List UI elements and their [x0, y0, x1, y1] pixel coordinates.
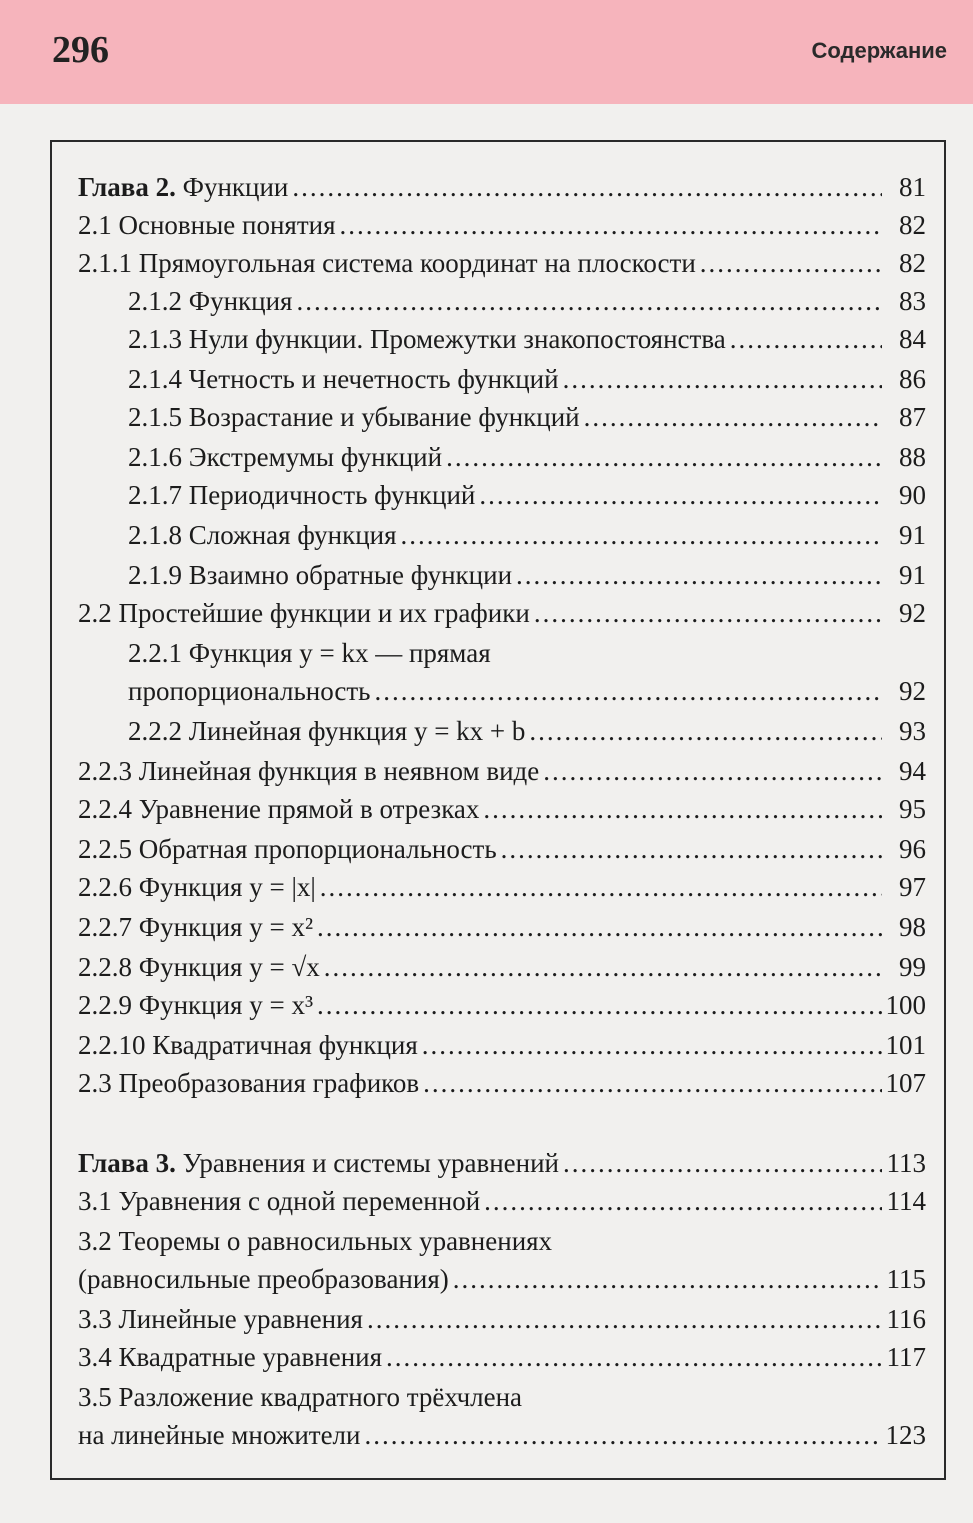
- toc-page-number: 116: [886, 1304, 926, 1334]
- toc-entry[interactable]: [78, 1144, 926, 1182]
- dot-leader: [484, 1182, 882, 1220]
- toc-entry[interactable]: [78, 244, 926, 282]
- toc-entry[interactable]: [78, 1222, 926, 1260]
- toc-entry-text: 2.2.9 Функция y = x³: [78, 990, 314, 1020]
- toc-entry-text: 2.2.10 Квадратичная функция: [78, 1030, 418, 1060]
- toc-entry-title: [78, 594, 530, 632]
- toc-entry-title: [78, 790, 479, 828]
- toc-entry[interactable]: [78, 752, 926, 790]
- toc-entry[interactable]: [128, 320, 926, 358]
- toc-entry[interactable]: [128, 712, 926, 750]
- toc-entry-title: [78, 752, 539, 790]
- toc-entry-text: 2.1.8 Сложная функция: [128, 520, 397, 550]
- toc-entry[interactable]: [128, 476, 926, 514]
- dot-leader: [374, 672, 882, 710]
- toc-entry-text: 3.2 Теоремы о равносильных уравнениях: [78, 1226, 553, 1256]
- toc-page-number: 92: [899, 676, 926, 706]
- toc-entry-title: [128, 360, 559, 398]
- dot-leader: [340, 206, 883, 244]
- toc-entry[interactable]: [78, 1338, 926, 1376]
- toc-entry-text: 3.5 Разложение квадратного трёхчлена: [78, 1382, 523, 1412]
- toc-entry-text: 2.1.9 Взаимно обратные функции: [128, 560, 513, 590]
- toc-entry-text: 2.1 Основные понятия: [78, 210, 336, 240]
- toc-entry-text: 2.1.2 Функция: [128, 286, 293, 316]
- toc-entry-title: [78, 1222, 552, 1260]
- toc-entry[interactable]: [128, 672, 926, 710]
- toc-entry-text: 2.1.7 Периодичность функций: [128, 480, 476, 510]
- toc-entry[interactable]: [128, 360, 926, 398]
- toc-entry-text: 2.1.6 Экстремумы функций: [128, 442, 443, 472]
- toc-entry-title: [128, 438, 442, 476]
- toc-page-number: 117: [886, 1342, 926, 1372]
- toc-entry[interactable]: [78, 1416, 926, 1454]
- toc-entry-text: 2.1.3 Нули функции. Промежутки знакопостоянства: [128, 324, 726, 354]
- toc-entry-title: [128, 634, 491, 672]
- toc-page-number: 94: [899, 756, 926, 786]
- toc-entry-title: [78, 908, 313, 946]
- toc-entry-title: [78, 1144, 559, 1182]
- toc-entry[interactable]: [128, 282, 926, 320]
- toc-entry-text: 2.2.5 Обратная пропорциональность: [78, 834, 497, 864]
- dot-leader: [422, 1026, 882, 1064]
- toc-entry[interactable]: [128, 398, 926, 436]
- toc-entry-text: 2.2.2 Линейная функция y = kx + b: [128, 716, 526, 746]
- toc-entry-title: [78, 986, 313, 1024]
- toc-entry-title: [128, 516, 397, 554]
- toc-entry-text: (равносильные преобразования): [78, 1264, 449, 1294]
- toc-entry-title: [78, 1378, 522, 1416]
- dot-leader: [543, 752, 882, 790]
- dot-leader: [563, 1144, 882, 1182]
- toc-entry-text: 2.3 Преобразования графиков: [78, 1068, 420, 1098]
- toc-entry[interactable]: [78, 168, 926, 206]
- dot-leader: [584, 398, 882, 436]
- toc-entry-text: 2.1.1 Прямоугольная система координат на плоскости: [78, 248, 696, 278]
- toc-entry-text: 3.4 Квадратные уравнения: [78, 1342, 383, 1372]
- dot-leader: [516, 556, 882, 594]
- toc-entry[interactable]: [78, 1026, 926, 1064]
- toc-entry-title: [78, 1026, 418, 1064]
- toc-page-number: 91: [899, 560, 926, 590]
- page-number: 296: [52, 29, 109, 71]
- toc-entry[interactable]: [78, 1378, 926, 1416]
- toc-page-number: 95: [899, 794, 926, 824]
- toc-entry-title: [78, 1064, 419, 1102]
- toc-page-number: 123: [885, 1420, 926, 1450]
- dot-leader: [324, 948, 882, 986]
- toc-entry-title: [128, 282, 292, 320]
- dot-leader: [317, 986, 881, 1024]
- dot-leader: [479, 476, 882, 514]
- toc-entry-text: 2.2.1 Функция y = kx — прямая: [128, 638, 491, 668]
- toc-page-number: 96: [899, 834, 926, 864]
- toc-entry-text: 2.2.8 Функция y = √x: [78, 952, 320, 982]
- toc-entry-text: 2.2.7 Функция y = x²: [78, 912, 314, 942]
- toc-page-number: 92: [899, 598, 926, 628]
- toc-entry[interactable]: [78, 594, 926, 632]
- toc-entry-title: [78, 1338, 382, 1376]
- dot-leader: [483, 790, 882, 828]
- toc-entry[interactable]: [78, 1300, 926, 1338]
- toc-page-number: 81: [899, 172, 926, 202]
- chapter-label: Глава 3.: [78, 1148, 176, 1178]
- toc-entry-title: [78, 948, 320, 986]
- toc-page-number: 107: [885, 1068, 926, 1098]
- toc-page-number: 97: [899, 872, 926, 902]
- toc-entry[interactable]: [78, 1260, 926, 1298]
- toc-page-number: 88: [899, 442, 926, 472]
- toc-page-number: 115: [886, 1264, 926, 1294]
- toc-entry-title: [128, 556, 512, 594]
- dot-leader: [446, 438, 882, 476]
- toc-entry[interactable]: [78, 790, 926, 828]
- dot-leader: [292, 168, 882, 206]
- toc-entry[interactable]: [128, 516, 926, 554]
- dot-leader: [534, 594, 882, 632]
- section-title: Содержание: [811, 38, 947, 63]
- toc-entry[interactable]: [78, 948, 926, 986]
- toc-entry-title: [78, 868, 316, 906]
- dot-leader: [296, 282, 882, 320]
- toc-page-number: 101: [885, 1030, 926, 1060]
- dot-leader: [320, 868, 882, 906]
- toc-page-number: 93: [899, 716, 926, 746]
- toc-entry-text: Уравнения и системы уравнений: [175, 1148, 559, 1178]
- toc-page-number: 90: [899, 480, 926, 510]
- dot-leader: [365, 1416, 882, 1454]
- dot-leader: [529, 712, 882, 750]
- toc-entry-title: [78, 244, 696, 282]
- toc-entry[interactable]: [78, 206, 926, 244]
- toc-entry-text: 2.2.6 Функция y = |x|: [78, 872, 316, 902]
- toc-entry-title: [78, 1300, 363, 1338]
- toc-entry-text: Функции: [175, 172, 289, 202]
- dot-leader: [453, 1260, 882, 1298]
- toc-entry-text: пропорциональность: [128, 676, 371, 706]
- dot-leader: [401, 516, 882, 554]
- toc-entry-text: на линейные множители: [78, 1420, 361, 1450]
- toc-entry-text: 3.1 Уравнения с одной переменной: [78, 1186, 481, 1216]
- dot-leader: [501, 830, 882, 868]
- toc-page-number: 113: [886, 1148, 926, 1178]
- toc-entry-title: [78, 1182, 480, 1220]
- toc-entry-text: 2.1.4 Четность и нечетность функций: [128, 364, 559, 394]
- toc-entry-text: 2.2.4 Уравнение прямой в отрезках: [78, 794, 480, 824]
- dot-leader: [730, 320, 882, 358]
- toc-entry[interactable]: [78, 1182, 926, 1220]
- toc-entry-title: [128, 476, 475, 514]
- toc-entry-text: 2.2 Простейшие функции и их графики: [78, 598, 530, 628]
- toc-page-number: 87: [899, 402, 926, 432]
- toc-page-number: 86: [899, 364, 926, 394]
- toc-entry[interactable]: [128, 556, 926, 594]
- toc-entry[interactable]: [128, 438, 926, 476]
- toc-entry-text: 3.3 Линейные уравнения: [78, 1304, 363, 1334]
- toc-entry[interactable]: [78, 830, 926, 868]
- dot-leader: [700, 244, 882, 282]
- toc-entry-title: [78, 168, 288, 206]
- toc-entry[interactable]: [78, 908, 926, 946]
- toc-page-number: 82: [899, 248, 926, 278]
- dot-leader: [367, 1300, 882, 1338]
- dot-leader: [563, 360, 882, 398]
- toc-entry-title: [128, 712, 525, 750]
- toc-entry-title: [128, 398, 580, 436]
- toc-entry-title: [78, 830, 497, 868]
- toc-entry-text: 2.2.3 Линейная функция в неявном виде: [78, 756, 540, 786]
- toc-page-number: 82: [899, 210, 926, 240]
- toc-entry-title: [128, 672, 370, 710]
- chapter-label: Глава 2.: [78, 172, 176, 202]
- toc-entry-title: [78, 1260, 449, 1298]
- toc-entry[interactable]: [78, 1064, 926, 1102]
- toc-entry-title: [78, 206, 336, 244]
- dot-leader: [317, 908, 882, 946]
- toc-page-number: 99: [899, 952, 926, 982]
- toc-entry-title: [128, 320, 726, 358]
- dot-leader: [386, 1338, 882, 1376]
- toc-entry-title: [78, 1416, 361, 1454]
- toc-page-number: 84: [899, 324, 926, 354]
- toc-page-number: 98: [899, 912, 926, 942]
- toc-entry-text: 2.1.5 Возрастание и убывание функций: [128, 402, 580, 432]
- toc-entry[interactable]: [128, 634, 926, 672]
- toc-page-number: 100: [885, 990, 926, 1020]
- toc-entry[interactable]: [78, 986, 926, 1024]
- toc-page-number: 91: [899, 520, 926, 550]
- toc-page-number: 83: [899, 286, 926, 316]
- dot-leader: [423, 1064, 881, 1102]
- toc-entry[interactable]: [78, 868, 926, 906]
- toc-page-number: 114: [886, 1186, 926, 1216]
